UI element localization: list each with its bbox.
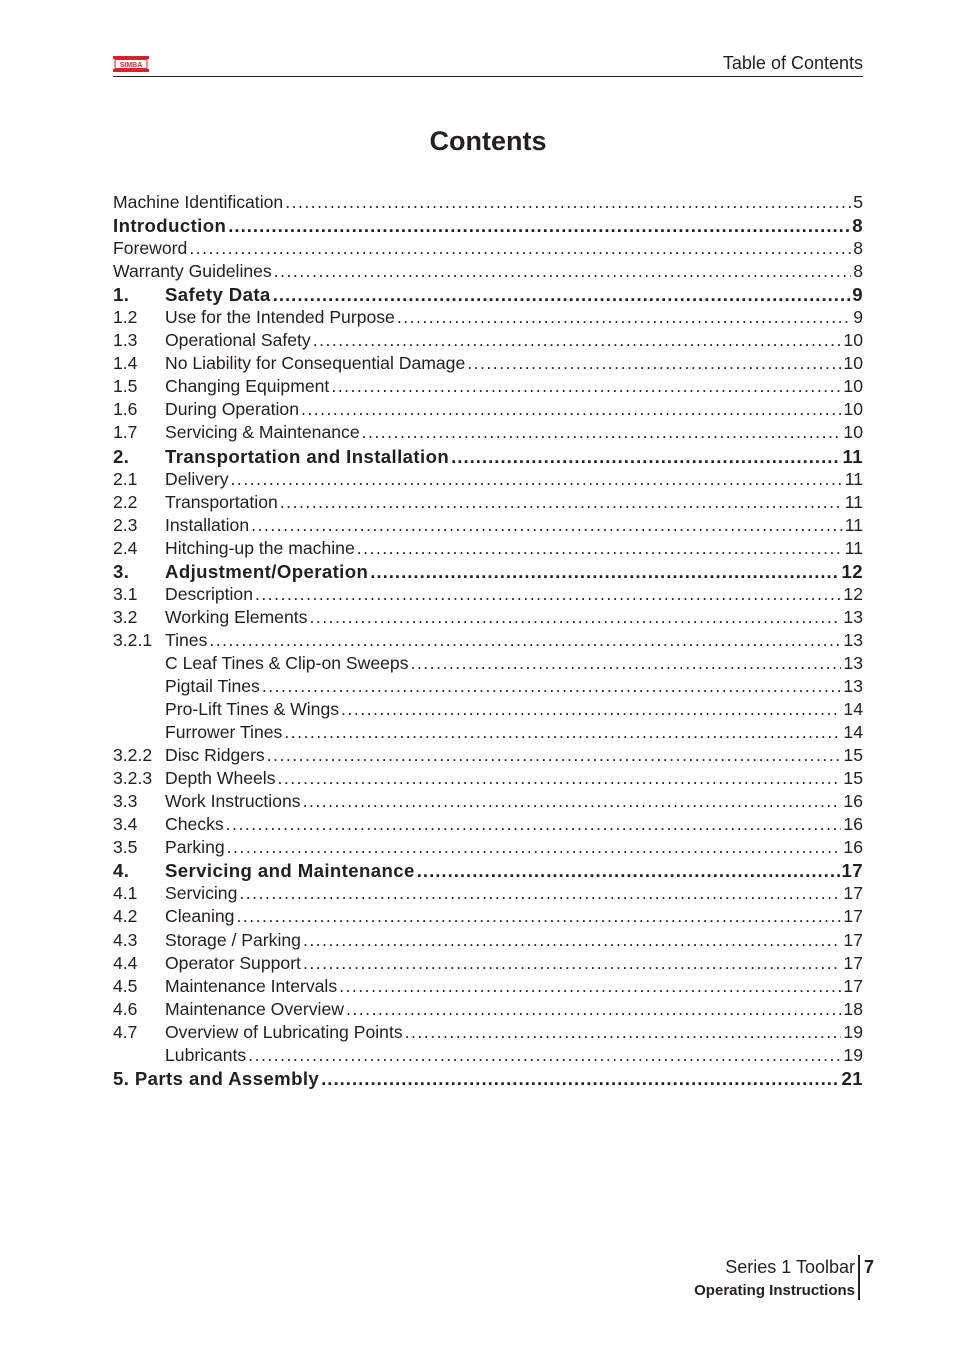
toc-entry-page: 13 bbox=[843, 606, 863, 627]
toc-entry-number: 2.1 bbox=[113, 468, 138, 489]
footer-title: Series 1 Toolbar bbox=[725, 1257, 855, 1277]
toc-entry[interactable] bbox=[113, 537, 863, 560]
dot-leader bbox=[251, 514, 843, 537]
toc-entry-label: Installation bbox=[165, 514, 250, 535]
toc-entry[interactable] bbox=[113, 790, 863, 813]
dot-leader bbox=[303, 952, 841, 975]
toc-entry-number: 1.2 bbox=[113, 307, 138, 328]
dot-leader bbox=[362, 421, 842, 444]
toc-entry[interactable] bbox=[113, 283, 863, 306]
toc-entry-page: 13 bbox=[843, 629, 863, 650]
toc-entry-number: 3.2.2 bbox=[113, 745, 153, 766]
toc-entry-page: 8 bbox=[852, 215, 863, 237]
dot-leader bbox=[227, 836, 842, 859]
footer-divider bbox=[858, 1255, 860, 1300]
toc-entry-label: During Operation bbox=[165, 399, 299, 420]
toc-entry[interactable] bbox=[113, 952, 863, 975]
toc-entry-page: 8 bbox=[853, 238, 863, 259]
page-number: 7 bbox=[864, 1257, 875, 1277]
toc-entry-label: Servicing and Maintenance bbox=[165, 860, 415, 882]
toc-entry[interactable] bbox=[113, 237, 863, 260]
toc-entry[interactable] bbox=[113, 445, 863, 468]
toc-entry-page: 10 bbox=[843, 399, 863, 420]
toc-entry-label: Adjustment/Operation bbox=[165, 560, 369, 582]
toc-entry-number: 3. bbox=[113, 560, 130, 582]
toc-entry-page: 12 bbox=[843, 583, 863, 604]
toc-entry-number: 3.2 bbox=[113, 606, 138, 627]
dot-leader bbox=[331, 375, 841, 398]
dot-leader bbox=[284, 721, 841, 744]
dot-leader bbox=[341, 698, 841, 721]
dot-leader bbox=[405, 1021, 842, 1044]
dot-leader bbox=[274, 260, 851, 283]
toc-entry[interactable] bbox=[113, 905, 863, 928]
toc-entry-label: Working Elements bbox=[165, 606, 308, 627]
toc-entry-number: 3.4 bbox=[113, 814, 138, 835]
toc-entry-page: 11 bbox=[842, 445, 863, 467]
toc-entry-page: 13 bbox=[843, 675, 863, 696]
toc-entry-number: 3.2.3 bbox=[113, 768, 153, 789]
toc-entry[interactable] bbox=[113, 352, 863, 375]
dot-leader bbox=[339, 975, 841, 998]
toc-entry-page: 11 bbox=[844, 537, 863, 558]
toc-entry-label: Lubricants bbox=[165, 1044, 247, 1065]
dot-leader bbox=[228, 214, 850, 237]
dot-leader bbox=[397, 306, 851, 329]
toc-entry[interactable] bbox=[113, 560, 863, 583]
toc-entry-page: 14 bbox=[843, 699, 863, 720]
toc-entry-label: Delivery bbox=[165, 468, 229, 489]
toc-entry-label: Changing Equipment bbox=[165, 376, 330, 397]
dot-leader bbox=[309, 606, 841, 629]
toc-entry-label: Pigtail Tines bbox=[165, 675, 260, 696]
toc-entry-label: 5. Parts and Assembly bbox=[113, 1067, 320, 1089]
dot-leader bbox=[273, 283, 851, 306]
toc-entry[interactable] bbox=[113, 606, 863, 629]
toc-entry[interactable] bbox=[113, 859, 863, 882]
toc-entry-page: 17 bbox=[843, 975, 863, 996]
header-title: Table of Contents bbox=[722, 53, 863, 73]
dot-leader bbox=[346, 998, 841, 1021]
toc-entry[interactable] bbox=[113, 767, 863, 790]
toc-entry[interactable] bbox=[113, 929, 863, 952]
toc-entry[interactable] bbox=[113, 514, 863, 537]
toc-entry[interactable] bbox=[113, 306, 863, 329]
toc-entry-number: 1.7 bbox=[113, 422, 138, 443]
toc-entry-page: 21 bbox=[841, 1067, 863, 1089]
toc-entry-page: 10 bbox=[843, 376, 863, 397]
toc-entry-page: 17 bbox=[841, 860, 863, 882]
toc-entry[interactable] bbox=[113, 998, 863, 1021]
toc-entry-number: 4.6 bbox=[113, 998, 138, 1019]
toc-entry[interactable] bbox=[113, 1021, 863, 1044]
dot-leader bbox=[303, 929, 841, 952]
toc-entry-page: 9 bbox=[853, 307, 863, 328]
toc-entry-number: 4. bbox=[113, 860, 130, 882]
dot-leader bbox=[280, 491, 843, 514]
toc-entry[interactable] bbox=[113, 975, 863, 998]
toc-entry-page: 5 bbox=[853, 192, 863, 212]
toc-entry-page: 17 bbox=[843, 952, 863, 973]
dot-leader bbox=[248, 1044, 841, 1067]
toc-entry-number: 2.4 bbox=[113, 537, 138, 558]
toc-entry-label: Storage / Parking bbox=[165, 929, 301, 950]
dot-leader bbox=[267, 744, 842, 767]
toc-entry-number: 2. bbox=[113, 445, 130, 467]
toc-entry[interactable] bbox=[113, 260, 863, 283]
toc-entry[interactable] bbox=[113, 491, 863, 514]
toc-entry-page: 19 bbox=[843, 1021, 863, 1042]
toc-entry[interactable] bbox=[113, 191, 863, 214]
toc-entry-label: C Leaf Tines & Clip-on Sweeps bbox=[165, 652, 409, 673]
toc-entry-label: Transportation bbox=[165, 491, 278, 512]
toc-entry-number: 1.4 bbox=[113, 353, 138, 374]
toc-entry-number: 4.2 bbox=[113, 906, 138, 927]
toc-entry-label: Maintenance Intervals bbox=[165, 975, 338, 996]
simba-logo bbox=[113, 56, 149, 72]
dot-leader bbox=[301, 398, 841, 421]
dot-leader bbox=[411, 652, 842, 675]
dot-leader bbox=[417, 859, 840, 882]
toc-entry-page: 14 bbox=[843, 722, 863, 743]
toc-entry-label: Parking bbox=[165, 837, 225, 858]
toc-entry[interactable] bbox=[113, 652, 863, 675]
dot-leader bbox=[231, 468, 843, 491]
toc-entry-page: 11 bbox=[844, 514, 863, 535]
toc-entry-label: Furrower Tines bbox=[165, 722, 283, 743]
dot-leader bbox=[451, 445, 840, 468]
toc-entry-label: Servicing & Maintenance bbox=[165, 422, 360, 443]
dot-leader bbox=[239, 882, 841, 905]
toc-entry-page: 16 bbox=[843, 837, 863, 858]
toc-entry-number: 1. bbox=[113, 284, 130, 306]
toc-entry-number: 1.5 bbox=[113, 376, 138, 397]
dot-leader bbox=[370, 560, 839, 583]
toc-entry[interactable] bbox=[113, 1067, 863, 1090]
toc-entry-number: 4.1 bbox=[113, 883, 138, 904]
toc-entry-page: 17 bbox=[843, 906, 863, 927]
toc-entry-label: Transportation and Installation bbox=[165, 445, 450, 467]
toc-entry-number: 4.7 bbox=[113, 1021, 138, 1042]
toc-entry-page: 8 bbox=[853, 261, 863, 282]
toc-entry[interactable] bbox=[113, 329, 863, 352]
toc-entry-label: Cleaning bbox=[165, 906, 235, 927]
toc-entry-page: 15 bbox=[843, 745, 863, 766]
toc-entry-page: 10 bbox=[843, 330, 863, 351]
toc-entry-page: 17 bbox=[843, 929, 863, 950]
toc-entry-label: Operational Safety bbox=[165, 330, 311, 351]
toc-entry[interactable] bbox=[113, 744, 863, 767]
dot-leader bbox=[467, 352, 841, 375]
toc-entry[interactable] bbox=[113, 468, 863, 491]
toc-entry-label: Overview of Lubricating Points bbox=[165, 1021, 403, 1042]
toc-entry-number: 3.2.1 bbox=[113, 629, 153, 650]
toc-entry-number: 2.2 bbox=[113, 491, 138, 512]
dot-leader bbox=[285, 191, 851, 214]
toc-entry[interactable] bbox=[113, 629, 863, 652]
toc-entry[interactable] bbox=[113, 398, 863, 421]
toc-entry-page: 16 bbox=[843, 791, 863, 812]
toc-entry-page: 10 bbox=[843, 422, 863, 443]
toc-entry[interactable] bbox=[113, 214, 863, 237]
toc-entry-number: 3.5 bbox=[113, 837, 138, 858]
dot-leader bbox=[209, 629, 841, 652]
toc-entry[interactable] bbox=[113, 882, 863, 905]
toc-entry-page: 11 bbox=[844, 491, 863, 512]
toc-entry-label: Warranty Guidelines bbox=[113, 261, 272, 282]
page-title: Contents bbox=[429, 126, 547, 156]
toc-entry-page: 18 bbox=[843, 998, 863, 1019]
footer-subtitle: Operating Instructions bbox=[694, 1282, 855, 1299]
dot-leader bbox=[236, 905, 841, 928]
toc-entry-page: 15 bbox=[843, 768, 863, 789]
toc-entry-page: 12 bbox=[841, 560, 863, 582]
toc-entry-label: Hitching-up the machine bbox=[165, 537, 355, 558]
toc-entry-page: 17 bbox=[843, 883, 863, 904]
toc-entry-label: Checks bbox=[165, 814, 224, 835]
toc-entry-label: Description bbox=[165, 583, 254, 604]
toc-entry[interactable] bbox=[113, 721, 863, 744]
toc-entry-page: 9 bbox=[852, 284, 863, 306]
toc-entry-number: 1.6 bbox=[113, 399, 138, 420]
dot-leader bbox=[321, 1067, 839, 1090]
toc-entry-label: Operator Support bbox=[165, 952, 301, 973]
toc-entry-number: 4.5 bbox=[113, 975, 138, 996]
toc-entry-label: Use for the Intended Purpose bbox=[165, 307, 395, 328]
dot-leader bbox=[278, 767, 842, 790]
toc-entry[interactable] bbox=[113, 836, 863, 859]
toc-entry-label: Tines bbox=[165, 629, 208, 650]
dot-leader bbox=[255, 583, 841, 606]
toc-entry-page: 19 bbox=[843, 1044, 863, 1065]
toc-entry-page: 16 bbox=[843, 814, 863, 835]
toc-entry[interactable] bbox=[113, 813, 863, 836]
table-of-contents bbox=[113, 191, 863, 1090]
toc-entry-label: Introduction bbox=[113, 215, 227, 237]
toc-entry[interactable] bbox=[113, 421, 863, 444]
dot-leader bbox=[262, 675, 842, 698]
toc-entry-number: 3.3 bbox=[113, 791, 138, 812]
toc-entry-number: 2.3 bbox=[113, 514, 138, 535]
toc-entry[interactable] bbox=[113, 375, 863, 398]
toc-entry-number: 3.1 bbox=[113, 583, 138, 604]
toc-entry-label: Foreword bbox=[113, 238, 188, 259]
toc-entry-number: 4.4 bbox=[113, 952, 138, 973]
dot-leader bbox=[303, 790, 842, 813]
page-header bbox=[113, 50, 863, 77]
dot-leader bbox=[313, 329, 842, 352]
toc-entry-label: Machine Identification bbox=[113, 192, 284, 212]
toc-entry-label: Maintenance Overview bbox=[165, 998, 344, 1019]
svg-text:SIMBA: SIMBA bbox=[119, 61, 143, 69]
toc-entry-page: 10 bbox=[843, 353, 863, 374]
toc-entry-label: Servicing bbox=[165, 883, 238, 904]
toc-entry[interactable] bbox=[113, 1044, 863, 1067]
toc-entry-label: Pro-Lift Tines & Wings bbox=[165, 699, 340, 720]
toc-entry[interactable] bbox=[113, 698, 863, 721]
toc-entry[interactable] bbox=[113, 583, 863, 606]
toc-entry-label: Disc Ridgers bbox=[165, 745, 265, 766]
toc-entry-page: 13 bbox=[843, 652, 863, 673]
toc-entry-label: Depth Wheels bbox=[165, 768, 276, 789]
toc-entry-label: No Liability for Consequential Damage bbox=[165, 353, 466, 374]
toc-entry-label: Safety Data bbox=[165, 284, 271, 306]
toc-entry-label: Work Instructions bbox=[165, 791, 301, 812]
toc-entry-page: 11 bbox=[844, 468, 863, 489]
dot-leader bbox=[189, 237, 851, 260]
toc-entry-number: 4.3 bbox=[113, 929, 138, 950]
dot-leader bbox=[357, 537, 843, 560]
toc-entry[interactable] bbox=[113, 675, 863, 698]
dot-leader bbox=[226, 813, 842, 836]
toc-entry-number: 1.3 bbox=[113, 330, 138, 351]
